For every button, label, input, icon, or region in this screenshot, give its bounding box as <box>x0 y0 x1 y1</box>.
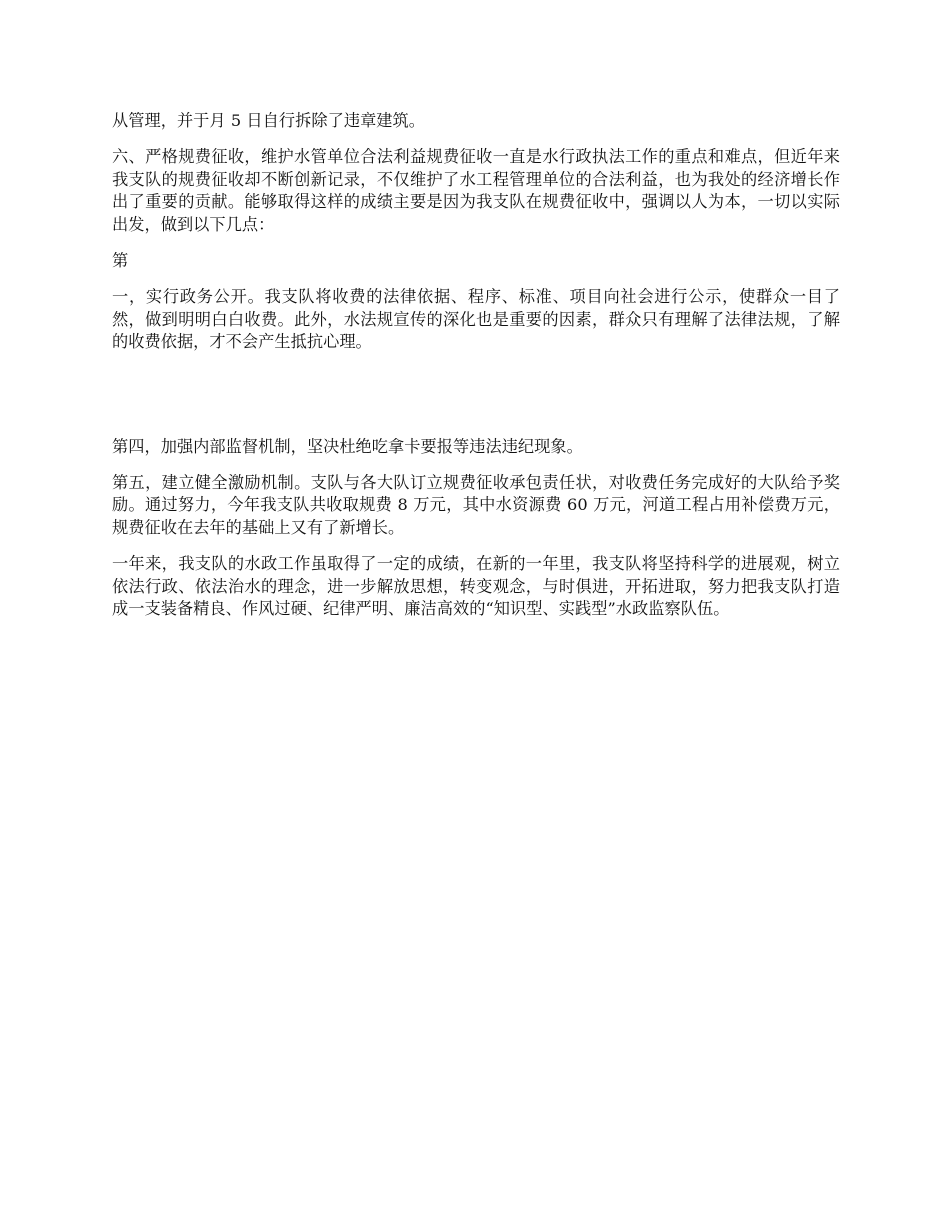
paragraph-fee-collection: 六、严格规费征收，维护水管单位合法利益规费征收一直是水行政执法工作的重点和难点，但近年来我支队的规费征收却不断创新记录，不仅维护了水工程管理单位的合法利益，也为我处的经济增长作出了重要的贡献。能够取得这样的成绩主要是因为我支队在规费征收中，强调以人为本，一切以实际出发，做到以下几点： <box>112 147 840 234</box>
paragraph-supervision: 第四，加强内部监督机制，坚决杜绝吃拿卡要报等违法违纪现象。 <box>112 436 583 456</box>
paragraph-demolition: 从管理，并于月 5 日自行拆除了违章建筑。 <box>112 111 426 130</box>
paragraph-ordinal-fragment: 第 <box>112 251 129 271</box>
paragraph-incentives: 第五，建立健全激励机制。支队与各大队订立规费征收承包责任状，对收费任务完成好的大队给予奖励。通过努力，今年我支队共收取规费 8 万元，其中水资源费 60 万元，河道工程占用补偿费万元，规费征收在去年的基础上又有了新增长。 <box>112 473 840 537</box>
paragraph-summary: 一年来，我支队的水政工作虽取得了一定的成绩，在新的一年里，我支队将坚持科学的进展观，树立依法行政、依法治水的理念，进一步解放思想，转变观念，与时俱进，开拓进取，努力把我支队打造成一支装备精良、作风过硬、纪律严明、廉洁高效的“知识型、实践型”水政监察队伍。 <box>112 554 840 619</box>
paragraph-transparency: 一，实行政务公开。我支队将收费的法律依据、程序、标准、项目向社会进行公示，使群众一目了然，做到明明白白收费。此外，水法规宣传的深化也是重要的因素，群众只有理解了法律法规，了解的收费依据，才不会产生抵抗心理。 <box>112 287 840 352</box>
document-page <box>112 110 840 635</box>
